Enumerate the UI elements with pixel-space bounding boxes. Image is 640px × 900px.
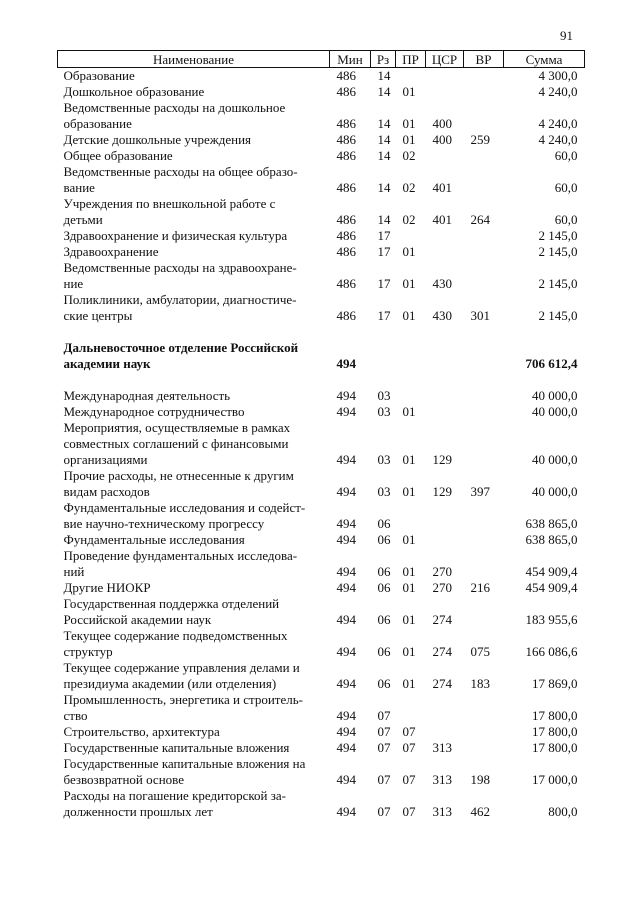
page-number: 91: [560, 28, 573, 43]
row-name: [58, 660, 330, 692]
cell-csr: 270: [432, 580, 452, 595]
table-row: [58, 692, 585, 724]
cell-csr: [426, 244, 464, 260]
cell-rz: 06: [377, 644, 391, 659]
cell-sum: 4 240,0: [538, 132, 578, 147]
row-name-line: совместных соглашений с финансовыми: [63, 436, 289, 451]
row-name: [58, 580, 330, 596]
table-row: [58, 420, 585, 468]
cell-rz: 07: [377, 740, 391, 755]
cell-sum: 4 300,0: [538, 68, 578, 83]
cell-rz: 17: [377, 276, 391, 291]
cell-csr: [426, 340, 464, 372]
row-name-line: Проведение фундаментальных исследова-: [63, 548, 298, 563]
cell-vr: [464, 84, 504, 100]
row-name-line: Другие НИОКР: [63, 580, 151, 595]
cell-csr: 400: [432, 116, 452, 131]
cell-min: 486: [336, 228, 356, 243]
cell-min: 486: [336, 84, 356, 99]
cell-sum: 800,0: [548, 804, 578, 819]
row-name-line: Фундаментальные исследования: [63, 532, 245, 547]
table-row: [58, 260, 585, 292]
cell-csr: [426, 692, 464, 724]
cell-pr: 01: [402, 452, 416, 467]
cell-sum: 40 000,0: [532, 452, 578, 467]
row-name-line: ние: [63, 276, 84, 291]
row-name: [58, 692, 330, 724]
row-name-line: образование: [63, 116, 132, 131]
cell-pr: 01: [402, 676, 416, 691]
cell-sum: 40 000,0: [532, 388, 578, 403]
row-name-line: Международное сотрудничество: [63, 404, 245, 419]
row-name-line: Поликлиники, амбулатории, диагностиче-: [63, 292, 297, 307]
cell-min: 494: [336, 772, 356, 787]
cell-pr: 02: [402, 148, 416, 163]
row-name-line: организациями: [63, 452, 148, 467]
cell-vr: [464, 740, 504, 756]
row-name-line: Ведомственные расходы на здравоохране-: [63, 260, 297, 275]
cell-csr: 129: [432, 452, 452, 467]
row-name-line: ство: [63, 708, 88, 723]
cell-min: 494: [336, 708, 356, 723]
cell-pr: 01: [402, 404, 416, 419]
cell-sum: 2 145,0: [538, 244, 578, 259]
cell-vr: [464, 340, 504, 372]
cell-min: 486: [336, 308, 356, 323]
table-row: [58, 228, 585, 244]
header-sum: Сумма: [504, 51, 585, 68]
cell-vr: 216: [470, 580, 490, 595]
table-row: [58, 580, 585, 596]
cell-rz: 06: [377, 612, 391, 627]
cell-rz: 03: [377, 404, 391, 419]
cell-rz: 14: [377, 132, 391, 147]
cell-vr: [464, 68, 504, 85]
cell-min: 494: [336, 516, 356, 531]
cell-pr: 01: [402, 116, 416, 131]
cell-vr: 264: [470, 212, 490, 227]
cell-rz: 03: [377, 484, 391, 499]
row-name: [58, 260, 330, 292]
row-name-line: детьми: [63, 212, 103, 227]
cell-vr: [464, 164, 504, 196]
row-name: [58, 628, 330, 660]
cell-csr: [426, 228, 464, 244]
cell-csr: 274: [432, 612, 452, 627]
row-name-line: Ведомственные расходы на дошкольное: [63, 100, 286, 115]
row-name: [58, 292, 330, 324]
table-row: [58, 164, 585, 196]
row-name-line: Здравоохранение и физическая культура: [63, 228, 288, 243]
cell-min: 486: [336, 244, 356, 259]
section-header-row: [58, 340, 585, 372]
row-name-line: Прочие расходы, не отнесенные к другим: [63, 468, 294, 483]
cell-rz: 07: [377, 804, 391, 819]
cell-csr: [426, 84, 464, 100]
cell-rz: 14: [377, 212, 391, 227]
cell-csr: 313: [432, 772, 452, 787]
cell-sum: 2 145,0: [538, 308, 578, 323]
cell-min: 494: [336, 724, 356, 739]
row-name: [58, 388, 330, 404]
row-name-line: Ведомственные расходы на общее образо-: [63, 164, 298, 179]
cell-rz: 14: [377, 116, 391, 131]
cell-pr: [396, 500, 426, 532]
cell-vr: [464, 532, 504, 548]
cell-csr: 430: [432, 308, 452, 323]
cell-rz: 17: [377, 228, 391, 243]
cell-csr: 274: [432, 676, 452, 691]
row-name-line: Российской академии наук: [63, 612, 212, 627]
row-name-line: Государственные капитальные вложения: [63, 740, 290, 755]
cell-rz: 06: [377, 532, 391, 547]
row-name-line: ний: [63, 564, 85, 579]
row-name: [58, 100, 330, 132]
table-row: [58, 388, 585, 404]
cell-pr: 02: [402, 180, 416, 195]
cell-vr: 301: [470, 308, 490, 323]
cell-rz: 06: [377, 580, 391, 595]
table-row: [58, 788, 585, 820]
cell-rz: [371, 340, 396, 372]
cell-rz: 14: [377, 84, 391, 99]
cell-vr: [464, 724, 504, 740]
row-name-line: Текущее содержание управления делами и: [63, 660, 300, 675]
table-row: [58, 292, 585, 324]
cell-rz: 14: [377, 148, 391, 163]
cell-sum: 638 865,0: [525, 516, 578, 531]
cell-pr: 01: [402, 132, 416, 147]
table-row: [58, 100, 585, 132]
cell-csr: 313: [432, 740, 452, 755]
cell-csr: [426, 404, 464, 420]
row-name: [58, 164, 330, 196]
row-name-line: Здравоохранение: [63, 244, 159, 259]
cell-csr: 401: [432, 212, 452, 227]
cell-min: 494: [336, 532, 356, 547]
table-row: [58, 68, 585, 85]
cell-sum: 17 800,0: [532, 708, 578, 723]
row-name-line: Мероприятия, осуществляемые в рамках: [63, 420, 291, 435]
row-name-line: Дошкольное образование: [63, 84, 205, 99]
spacer-cell: [58, 324, 585, 340]
table-header: [58, 51, 585, 68]
cell-min: 486: [336, 116, 356, 131]
cell-pr: [396, 388, 426, 404]
table-body: [58, 68, 585, 821]
budget-table-wrapper: [57, 50, 584, 820]
cell-rz: 06: [377, 516, 391, 531]
cell-pr: 01: [402, 276, 416, 291]
table-row: [58, 724, 585, 740]
cell-min: 494: [336, 676, 356, 691]
row-name: [58, 740, 330, 756]
cell-rz: 07: [377, 708, 391, 723]
cell-vr: [464, 100, 504, 132]
row-name-line: структур: [63, 644, 113, 659]
cell-vr: [464, 548, 504, 580]
row-name-line: безвозвратной основе: [63, 772, 184, 787]
table-row: [58, 148, 585, 164]
header-name: Наименование: [58, 51, 330, 68]
row-name-line: Учреждения по внешкольной работе с: [63, 196, 276, 211]
cell-pr: 01: [402, 484, 416, 499]
cell-pr: [396, 228, 426, 244]
cell-rz: 17: [377, 308, 391, 323]
cell-vr: [464, 596, 504, 628]
cell-pr: 01: [402, 564, 416, 579]
table-row: [58, 468, 585, 500]
spacer-row: [58, 324, 585, 340]
header-row: [58, 51, 585, 68]
cell-csr: [426, 148, 464, 164]
cell-vr: [464, 228, 504, 244]
row-name: [58, 340, 330, 372]
table-row: [58, 596, 585, 628]
cell-csr: 313: [432, 804, 452, 819]
cell-vr: 183: [470, 676, 490, 691]
cell-pr: [396, 68, 426, 85]
cell-pr: 01: [402, 580, 416, 595]
cell-pr: 01: [402, 612, 416, 627]
cell-pr: 01: [402, 84, 416, 99]
cell-csr: 270: [432, 564, 452, 579]
cell-rz: 14: [377, 68, 391, 83]
budget-table: [57, 50, 585, 820]
cell-csr: 400: [432, 132, 452, 147]
row-name-line: вие научно-техническому прогрессу: [63, 516, 265, 531]
row-name-line: академии наук: [63, 356, 151, 371]
cell-pr: [396, 692, 426, 724]
cell-vr: [464, 148, 504, 164]
cell-csr: 129: [432, 484, 452, 499]
cell-sum: 166 086,6: [525, 644, 578, 659]
cell-pr: 01: [402, 308, 416, 323]
row-name: [58, 596, 330, 628]
cell-vr: 462: [470, 804, 490, 819]
cell-rz: 06: [377, 676, 391, 691]
cell-min: 494: [336, 644, 356, 659]
row-name-line: ские центры: [63, 308, 133, 323]
cell-min: 494: [336, 356, 356, 371]
cell-csr: [426, 724, 464, 740]
row-name: [58, 500, 330, 532]
table-row: [58, 404, 585, 420]
cell-sum: 706 612,4: [525, 356, 578, 371]
spacer-cell: [58, 372, 585, 388]
cell-pr: 01: [402, 644, 416, 659]
row-name-line: Государственные капитальные вложения на: [63, 756, 306, 771]
row-name-line: Расходы на погашение кредиторской за-: [63, 788, 286, 803]
table-row: [58, 660, 585, 692]
cell-min: 494: [336, 804, 356, 819]
cell-rz: 17: [377, 244, 391, 259]
cell-vr: [464, 260, 504, 292]
cell-csr: 274: [432, 644, 452, 659]
cell-sum: 17 869,0: [532, 676, 578, 691]
cell-vr: [464, 388, 504, 404]
row-name: [58, 468, 330, 500]
cell-rz: 03: [377, 452, 391, 467]
row-name-line: Строительство, архитектура: [63, 724, 220, 739]
row-name-line: Общее образование: [63, 148, 173, 163]
cell-sum: 60,0: [554, 180, 578, 195]
cell-min: 494: [336, 740, 356, 755]
row-name: [58, 420, 330, 468]
header-csr: ЦСР: [426, 51, 464, 68]
row-name-line: Текущее содержание подведомственных: [63, 628, 288, 643]
cell-sum: 4 240,0: [538, 116, 578, 131]
cell-csr: [426, 532, 464, 548]
row-name: [58, 756, 330, 788]
table-row: [58, 740, 585, 756]
cell-min: 494: [336, 484, 356, 499]
cell-rz: 03: [377, 388, 391, 403]
cell-sum: 2 145,0: [538, 228, 578, 243]
row-name: [58, 724, 330, 740]
cell-vr: [464, 420, 504, 468]
header-rz: Рз: [371, 51, 396, 68]
cell-sum: 17 800,0: [532, 724, 578, 739]
row-name: [58, 148, 330, 164]
cell-rz: 07: [377, 724, 391, 739]
row-name-line: долженности прошлых лет: [63, 804, 213, 819]
cell-csr: 430: [432, 276, 452, 291]
cell-sum: 183 955,6: [525, 612, 578, 627]
table-row: [58, 548, 585, 580]
cell-sum: 638 865,0: [525, 532, 578, 547]
row-name: [58, 788, 330, 820]
table-row: [58, 196, 585, 228]
row-name: [58, 228, 330, 244]
row-name-line: Образование: [63, 68, 135, 83]
row-name-line: Фундаментальные исследования и содейст-: [63, 500, 306, 515]
cell-min: 494: [336, 404, 356, 419]
cell-vr: 198: [470, 772, 490, 787]
cell-pr: 01: [402, 532, 416, 547]
cell-min: 494: [336, 580, 356, 595]
cell-vr: [464, 500, 504, 532]
cell-vr: [464, 692, 504, 724]
row-name: [58, 132, 330, 148]
row-name-line: вание: [63, 180, 95, 195]
cell-rz: 07: [377, 772, 391, 787]
cell-min: 486: [336, 148, 356, 163]
cell-csr: 401: [432, 180, 452, 195]
cell-sum: 40 000,0: [532, 484, 578, 499]
row-name-line: Международная деятельность: [63, 388, 231, 403]
cell-vr: 259: [470, 132, 490, 147]
cell-csr: [426, 500, 464, 532]
cell-vr: 075: [470, 644, 490, 659]
cell-vr: [464, 404, 504, 420]
cell-vr: 397: [470, 484, 490, 499]
cell-sum: 2 145,0: [538, 276, 578, 291]
table-row: [58, 132, 585, 148]
header-min: Мин: [330, 51, 371, 68]
cell-min: 486: [336, 68, 356, 83]
cell-min: 486: [336, 276, 356, 291]
cell-min: 486: [336, 180, 356, 195]
cell-sum: 454 909,4: [525, 564, 578, 579]
cell-sum: 17 800,0: [532, 740, 578, 755]
cell-vr: [464, 244, 504, 260]
cell-sum: 4 240,0: [538, 84, 578, 99]
cell-csr: [426, 388, 464, 404]
cell-pr: 02: [402, 212, 416, 227]
row-name: [58, 68, 330, 85]
table-row: [58, 756, 585, 788]
table-row: [58, 84, 585, 100]
cell-min: 494: [336, 564, 356, 579]
cell-pr: 07: [402, 772, 416, 787]
cell-sum: 454 909,4: [525, 580, 578, 595]
row-name-line: президиума академии (или отделения): [63, 676, 277, 691]
header-vr: ВР: [464, 51, 504, 68]
row-name: [58, 196, 330, 228]
cell-min: 486: [336, 132, 356, 147]
cell-sum: 17 000,0: [532, 772, 578, 787]
cell-min: 486: [336, 212, 356, 227]
table-row: [58, 244, 585, 260]
table-row: [58, 500, 585, 532]
cell-min: 494: [336, 612, 356, 627]
cell-csr: [426, 68, 464, 85]
cell-pr: [396, 340, 426, 372]
header-pr: ПР: [396, 51, 426, 68]
cell-sum: 60,0: [554, 148, 578, 163]
cell-pr: 07: [402, 740, 416, 755]
row-name-line: Промышленность, энергетика и строитель-: [63, 692, 303, 707]
row-name: [58, 244, 330, 260]
cell-sum: 40 000,0: [532, 404, 578, 419]
row-name-line: Государственная поддержка отделений: [63, 596, 280, 611]
cell-pr: 01: [402, 244, 416, 259]
cell-rz: 14: [377, 180, 391, 195]
row-name: [58, 404, 330, 420]
cell-min: 494: [336, 452, 356, 467]
cell-min: 494: [336, 388, 356, 403]
cell-rz: 06: [377, 564, 391, 579]
cell-pr: 07: [402, 804, 416, 819]
table-row: [58, 628, 585, 660]
row-name-line: Детские дошкольные учреждения: [63, 132, 252, 147]
spacer-row: [58, 372, 585, 388]
row-name: [58, 548, 330, 580]
row-name: [58, 84, 330, 100]
row-name-line: Дальневосточное отделение Российской: [63, 340, 299, 355]
row-name: [58, 532, 330, 548]
cell-sum: 60,0: [554, 212, 578, 227]
cell-pr: 07: [402, 724, 416, 739]
table-row: [58, 532, 585, 548]
row-name-line: видам расходов: [63, 484, 150, 499]
